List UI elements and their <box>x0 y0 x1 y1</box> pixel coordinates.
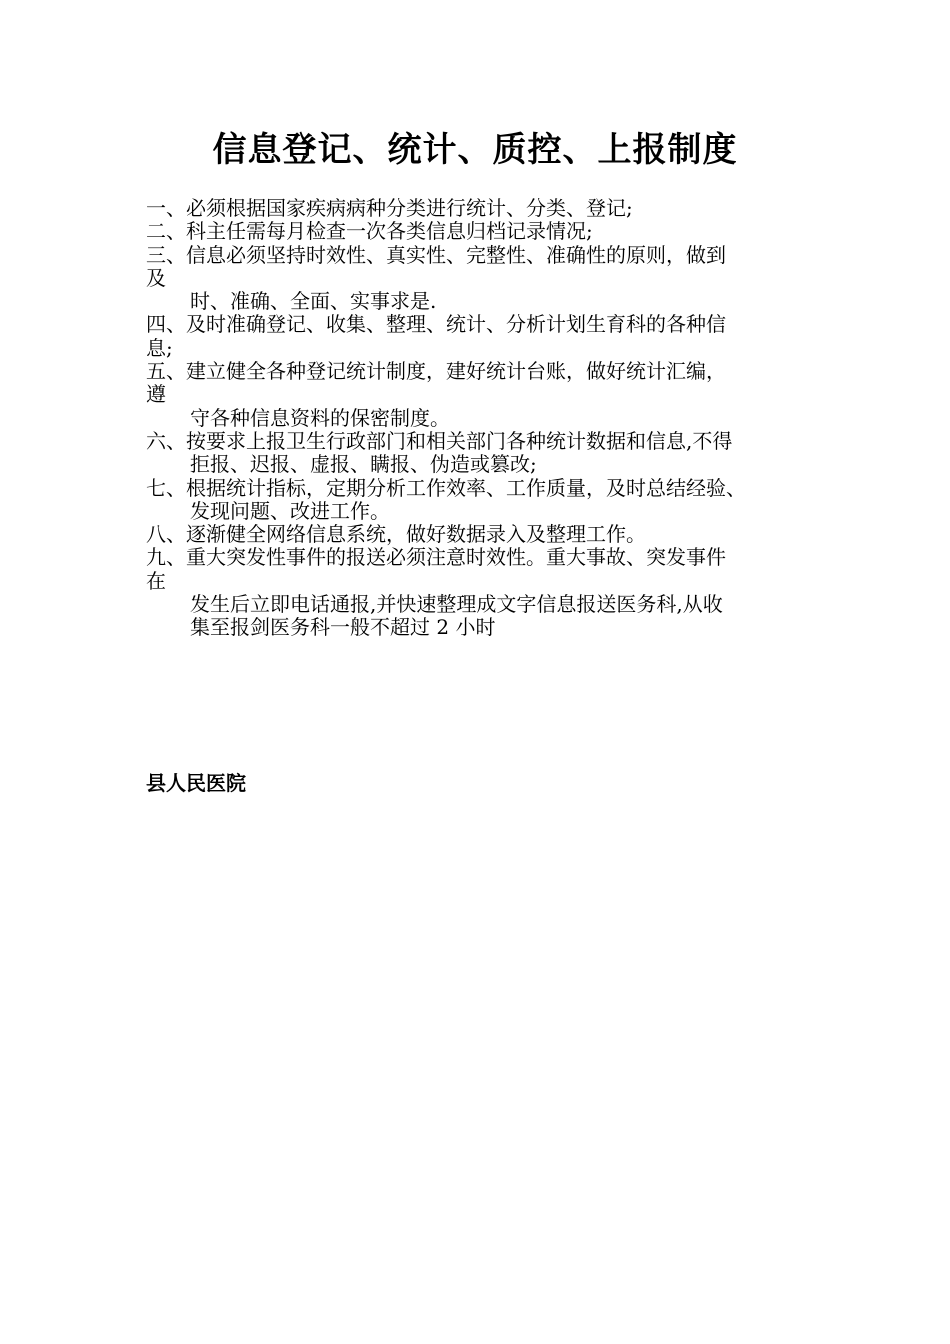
document-title: 信息登记、统计、质控、上报制度 <box>212 130 738 170</box>
list-item-9-wrap: 在 <box>146 568 166 593</box>
document-body <box>146 197 816 640</box>
list-item-5-continuation: 守各种信息资料的保密制度。 <box>190 405 450 430</box>
list-item-2: 二、科主任需每月检查一次各类信息归档记录情况; <box>146 219 593 244</box>
list-item-6: 六、按要求上报卫生行政部门和相关部门各种统计数据和信息,不得 <box>146 428 733 453</box>
list-item-3: 三、信息必须坚持时效性、真实性、完整性、准确性的原则，做到 <box>146 242 726 267</box>
list-item-8: 八、逐渐健全网络信息系统，做好数据录入及整理工作。 <box>146 522 646 547</box>
list-item-7: 七、根据统计指标，定期分析工作效率、工作质量，及时总结经验、 <box>146 475 746 500</box>
list-item-4-wrap: 息; <box>146 335 173 360</box>
list-item-1: 一、必须根据国家疾病病种分类进行统计、分类、登记; <box>146 196 633 220</box>
list-item-9-continuation-2: 集至报剑医务科一般不超过 2 小时 <box>190 615 496 640</box>
list-item-4: 四、及时准确登记、收集、整理、统计、分析计划生育科的各种信 <box>146 312 726 337</box>
list-item-9-continuation-1: 发生后立即电话通报,并快速整理成文字信息报送医务科,从收 <box>190 592 723 617</box>
list-item-6-continuation: 拒报、迟报、虚报、瞒报、伪造或篡改; <box>190 452 537 477</box>
signature-hospital-name: 县人民医院 <box>146 771 246 795</box>
list-item-5: 五、建立健全各种登记统计制度，建好统计台账，做好统计汇编， <box>146 359 726 384</box>
list-item-5-wrap: 遵 <box>146 382 166 407</box>
list-item-9: 九、重大突发性事件的报送必须注意时效性。重大事故、突发事件 <box>146 545 726 570</box>
list-item-3-continuation: 时、准确、全面、实事求是. <box>190 289 437 314</box>
list-item-3-wrap: 及 <box>146 265 166 290</box>
list-item-7-continuation: 发现问题、改进工作。 <box>190 498 390 523</box>
